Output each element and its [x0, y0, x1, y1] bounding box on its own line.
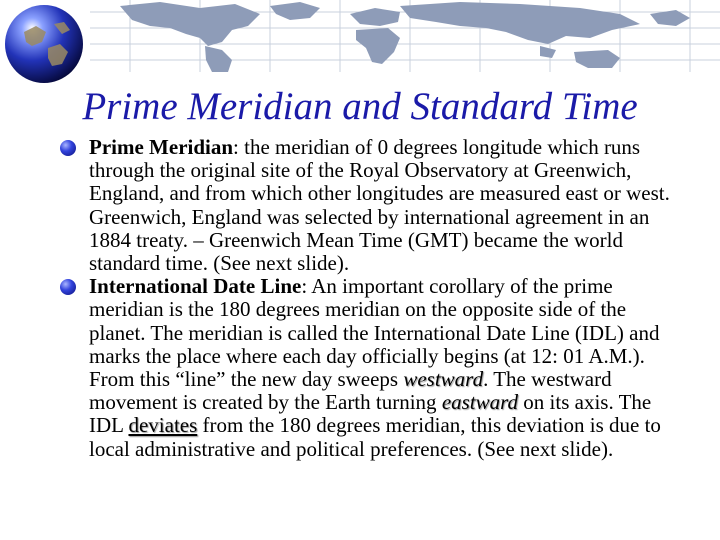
list-item — [60, 136, 670, 275]
slide-title: Prime Meridian and Standard Time — [82, 85, 638, 128]
bullet-icon — [60, 140, 76, 156]
term-international-date-line: International Date Line — [89, 274, 302, 299]
item-text: from the 180 degrees meridian, this deviation is due to local administrative and political preferences. (See next slide). — [89, 413, 661, 461]
term-prime-meridian: Prime Meridian — [89, 135, 234, 159]
bullet-icon — [60, 279, 76, 295]
emphasis-deviates: deviates — [128, 413, 198, 438]
item-text: : An important corollary of the prime meridian is the 180 degrees meridian on the opposite side of the planet. The meridian is called the International Date Line (IDL) and marks the place where each day officially begins (at 12: 01 A.M.). From this “line” the new day sweeps — [89, 274, 660, 392]
item-text: . The westward movement is created by the Earth turning — [89, 367, 612, 415]
emphasis-eastward: eastward — [441, 390, 519, 415]
bullet-list — [60, 136, 670, 461]
emphasis-westward: westward — [403, 367, 484, 392]
item-text: : the meridian of 0 degrees longitude which runs through the original site of the Royal Observatory at Greenwich, England, and from which other longitudes are measured east or west. Greenwich, England was selected by international agreement in an 1884 treaty. – Greenwich Mean Time (GMT) became the world standard time. (See next slide). — [89, 135, 670, 276]
list-item — [60, 275, 670, 461]
globe-icon — [2, 2, 86, 86]
world-map-banner — [0, 0, 720, 72]
item-text: on its axis. The IDL — [89, 390, 652, 438]
